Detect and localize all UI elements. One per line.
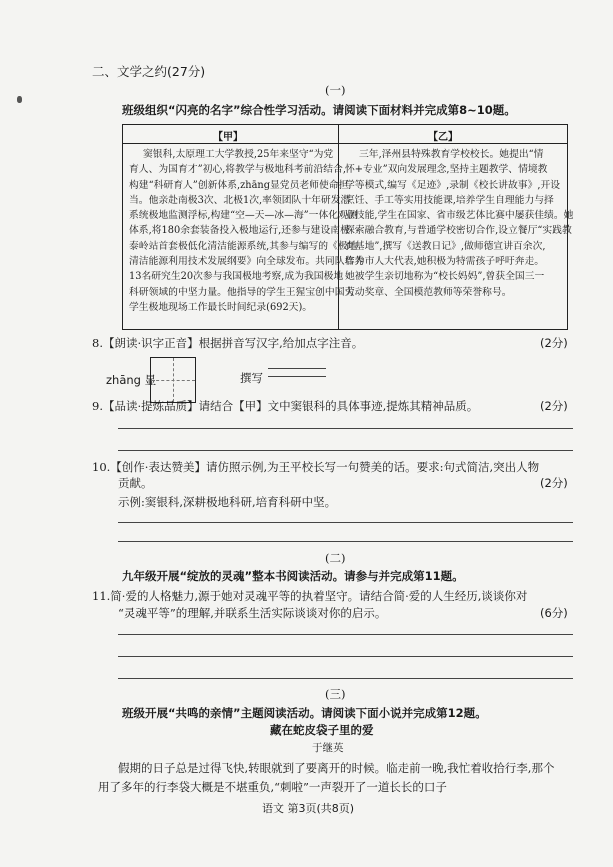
table-left-text [129, 147, 364, 315]
scan-mark [17, 96, 22, 103]
table-header-rule [123, 143, 567, 144]
right-line: 烹饪、手工等实用技能课,培养学生自理能力与择 [345, 194, 554, 206]
q10-answer-line[interactable] [118, 522, 573, 523]
left-line: 窦银科,太原理工大学教授,25年来坚守“为党 [143, 149, 334, 160]
story-title: 藏在蛇皮袋子里的爱 [270, 723, 374, 737]
q9-answer-line[interactable] [118, 450, 573, 451]
part2-label: (二) [325, 551, 346, 565]
part1-intro: 班级组织“闪亮的名字”综合性学习活动。请阅读下面材料并完成第8~10题。 [122, 103, 516, 117]
story-author: 于继英 [312, 742, 344, 754]
story-paragraph-line: 假期的日子总是过得飞快,转眼就到了要离开的时候。临走前一晚,我忙着收拾行李,那个 [118, 761, 555, 775]
q8-pinyin: zhāng 显 [106, 373, 157, 387]
left-line: 育人、为国育才”初心,将教学与极地科考前沿结合, [129, 164, 346, 176]
left-line: 泰岭站首套极低化清洁能源系统,其参与编写的《极地 [129, 240, 358, 252]
q8-answer-line-2[interactable] [268, 376, 326, 377]
box-guide-v [173, 358, 174, 402]
right-line: 她被学生亲切地称为“校长妈妈”,曾获全国三一 [345, 271, 545, 283]
part2-intro: 九年级开展“绽放的灵魂”整本书阅读活动。请参与并完成第11题。 [122, 569, 464, 583]
q10-example: 示例:窦银科,深耕极地科研,培育科研中坚。 [118, 495, 337, 509]
right-line: 作为市人大代表,她积极为特需孩子呼吁奔走。 [345, 256, 545, 268]
left-line: 构建“科研育人”创新体系,zhāng显党员老师使命担 [129, 179, 349, 191]
q9-prompt: 9.【品读·提炼品质】请结合【甲】文中窦银科的具体事迹,提炼其精神品质。 [92, 399, 479, 413]
part3-label: (三) [325, 687, 346, 701]
left-line: 科研领域的中坚力量。他指导的学生王猩宝创中国大 [129, 286, 355, 298]
table-right-text [345, 147, 573, 300]
page-footer: 语文 第3页(共8页) [262, 802, 355, 815]
left-line: 系统极地监测浮标,构建“空—天—冰—海”一体化观测 [129, 210, 358, 222]
table-right-head: 【乙】 [428, 132, 458, 143]
right-line: 探索融合教育,与普通学校密切合作,设立餐厅“实践教 [345, 225, 572, 237]
left-line: 当。他亲赴南极3次、北极1次,率领团队十年研发潜 [129, 194, 351, 206]
right-line: 劳动奖章、全国模范教师等荣誉称号。 [345, 286, 512, 298]
part1-label: (一) [325, 83, 346, 97]
q8-word: 撰写 [240, 371, 263, 385]
left-line: 学生极地现场工作最长时间纪录(692天)。 [129, 301, 313, 313]
right-line: 三年,泽州县特殊教育学校校长。她提出“情 [359, 149, 544, 160]
q9-answer-line[interactable] [118, 428, 573, 429]
q11-answer-line[interactable] [118, 656, 573, 657]
q10-score: (2分) [540, 476, 568, 490]
q11-answer-line[interactable] [118, 678, 573, 679]
q10-prompt: 10.【创作·表达赞美】请仿照示例,为王平校长写一句赞美的话。要求:句式简洁,突出人物 [92, 460, 540, 474]
section-title: 二、文学之约(27分) [92, 64, 206, 79]
q8-answer-box[interactable] [150, 357, 196, 403]
table-left-head: 【甲】 [213, 132, 243, 143]
right-line: 育基地”,撰写《送教日记》,做师德宣讲百余次, [345, 240, 546, 252]
left-line: 体系,将180余套装备投入极地运行,还参与建设南极 [129, 225, 350, 237]
q11-answer-line[interactable] [118, 634, 573, 635]
right-line: 学等模式,编写《足迹》,录制《校长讲故事》,开设 [345, 179, 561, 191]
q10-prompt-cont: 贡献。 [118, 476, 153, 490]
q11-score: (6分) [540, 606, 568, 620]
q8-answer-line[interactable] [268, 368, 326, 369]
q8-prompt: 8.【朗读·识字正音】根据拼音写汉字,给加点字注音。 [92, 336, 364, 350]
left-line: 13名研究生20次参与我国极地考察,成为我国极地 [129, 271, 344, 283]
q11-prompt: 11.简·爱的人格魅力,源于她对灵魂平等的执着坚守。请结合简·爱的人生经历,谈谈你对 [92, 589, 528, 603]
material-table [122, 124, 574, 330]
left-line: 清洁能源利用技术发展纲要》向全球发布。共同队培养 [129, 256, 365, 268]
q8-score: (2分) [540, 336, 568, 350]
q9-score: (2分) [540, 399, 568, 413]
q10-answer-line[interactable] [118, 541, 573, 542]
story-paragraph-line: 用了多年的行李袋大概是不堪重负,“刺啦”一声裂开了一道长长的口子 [98, 780, 447, 794]
right-line: 怀+专业”双向发展理念,坚持主题教学、情境教 [345, 164, 548, 176]
q11-prompt-cont: “灵魂平等”的理解,并联系生活实际谈谈对你的启示。 [118, 606, 387, 620]
right-line: 业技能,学生在国家、省市级艺体比赛中屡获佳绩。她 [345, 210, 574, 222]
part3-intro: 班级开展“共鸣的亲情”主题阅读活动。请阅读下面小说并完成第12题。 [122, 706, 487, 720]
